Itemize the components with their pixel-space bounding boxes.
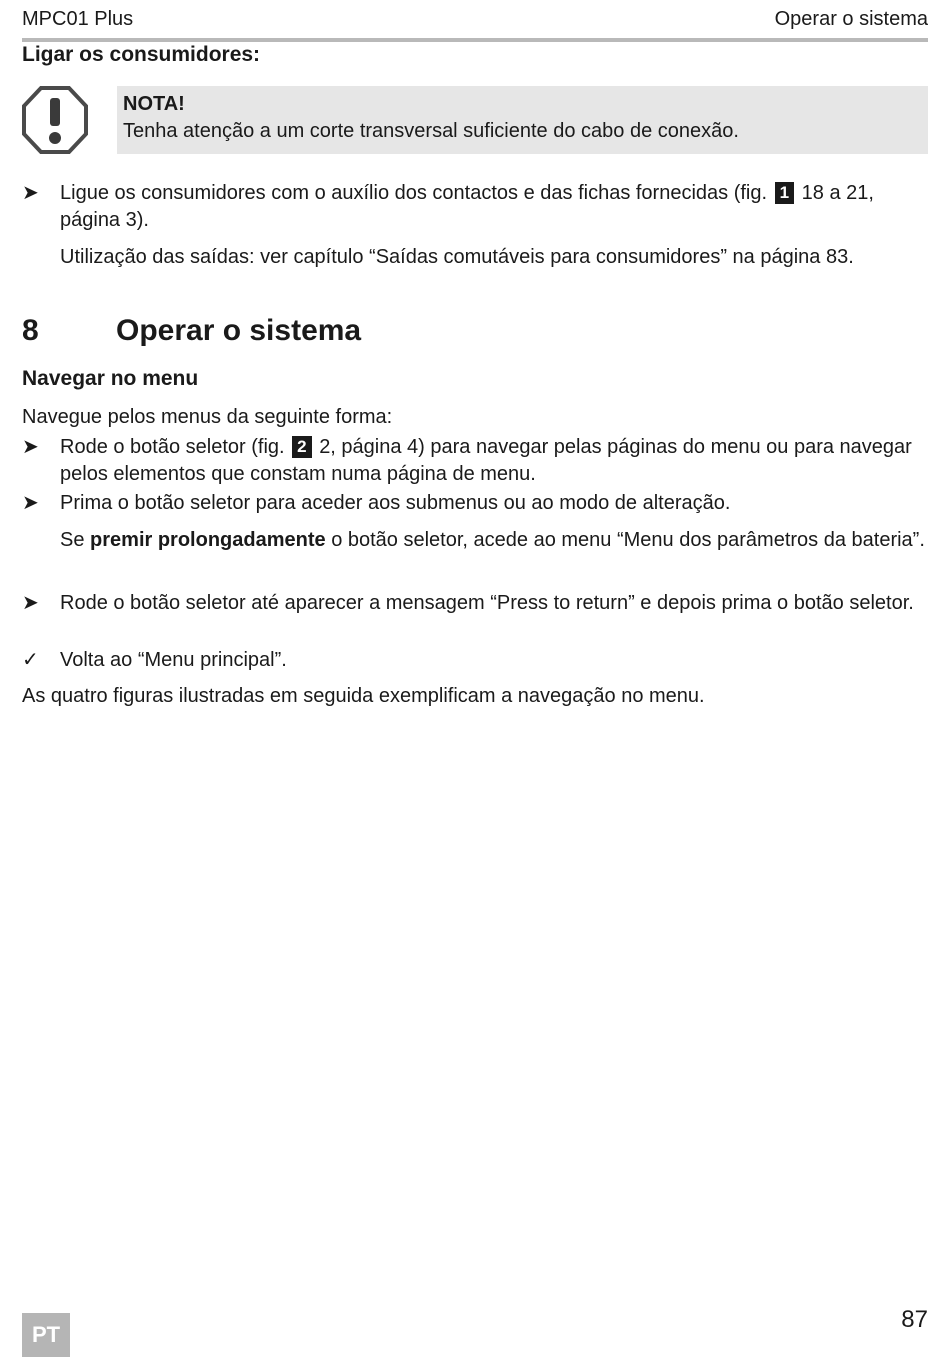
arrow-bullet-icon: ➤ (22, 182, 39, 204)
note-text: Tenha atenção a um corte transversal suficiente do cabo de conexão. (123, 120, 739, 142)
connect-consumers-heading: Ligar os consumidores: (22, 43, 261, 66)
arrow-bullet-icon: ➤ (22, 492, 39, 514)
long-press-emphasis: premir prolongadamente (90, 529, 326, 551)
instruction-text: Rode o botão seletor até aparecer a mensagem “Press to return” e depois prima o botão seletor. (60, 592, 914, 614)
long-press-note (60, 527, 928, 554)
arrow-bullet-icon: ➤ (22, 592, 39, 614)
result-main-menu (22, 647, 928, 674)
chapter-number: 8 (22, 314, 39, 347)
chapter-title: Operar o sistema (116, 314, 362, 347)
closing-text: As quatro figuras ilustradas em seguida exemplificam a navegação no menu. (22, 685, 705, 707)
navigate-intro-text: Navegue pelos menus da seguinte forma: (22, 406, 393, 428)
instruction-text-continued: 2, página 4) para navegar pelas páginas do menu ou para navegar pelos elementos que constam numa página de menu. (60, 436, 912, 485)
instruction-rotate-selector (22, 434, 928, 488)
figure-reference-badge: 1 (775, 182, 794, 204)
instruction-text: Ligue os consumidores com o auxílio dos contactos e das fichas fornecidas (fig. (60, 182, 768, 204)
language-badge: PT (22, 1313, 70, 1357)
page-header (22, 6, 928, 42)
header-product-name: MPC01 Plus (22, 8, 134, 30)
navigate-menu-heading: Navegar no menu (22, 367, 199, 390)
arrow-bullet-icon: ➤ (22, 436, 39, 458)
header-chapter-name: Operar o sistema (774, 8, 928, 30)
instruction-return (22, 590, 928, 617)
checkmark-icon: ✓ (22, 649, 39, 671)
warning-icon (22, 86, 88, 154)
instruction-text-continued: 18 a 21, página 3). (60, 182, 874, 231)
figure-reference-badge: 2 (292, 436, 311, 458)
outputs-usage-text: Utilização das saídas: ver capítulo “Saídas comutáveis para consumidores” na página 83. (60, 246, 854, 268)
long-press-text: Se (60, 529, 85, 551)
long-press-text-continued: o botão seletor, acede ao menu “Menu dos parâmetros da bateria”. (331, 529, 925, 551)
result-text: Volta ao “Menu principal”. (60, 649, 287, 671)
instruction-text: Prima o botão seletor para aceder aos submenus ou ao modo de alteração. (60, 492, 731, 514)
instruction-connect-consumers (22, 180, 928, 234)
note-title: NOTA! (123, 93, 185, 115)
page-number: 87 (901, 1306, 928, 1333)
instruction-text: Rode o botão seletor (fig. (60, 436, 285, 458)
note-block (22, 86, 928, 154)
instruction-press-selector (22, 490, 928, 517)
note-box (117, 86, 928, 154)
